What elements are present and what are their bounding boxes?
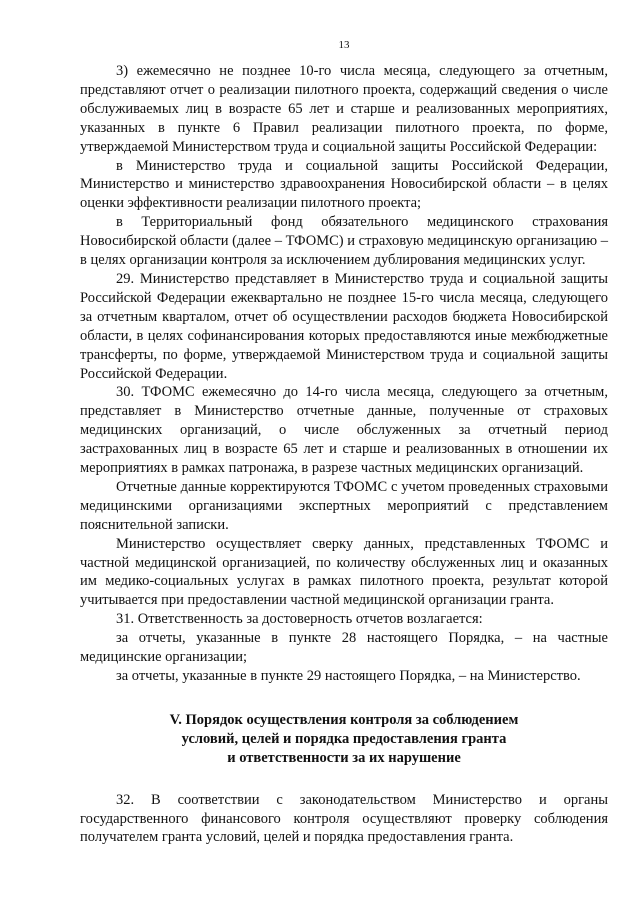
paragraph-29: 29. Министерство представляет в Министерство труда и социальной защиты Российской Федерации ежеквартально не позднее 15-го числа месяца, следующего за отчетным кварталом, отчет об осуществлении расходов бюджета Новосибирской области, в целях софинансирования которых предоставляются иные межбюджетные трансферты, по форме, утверждаемой Министерством труда и социальной защиты Российской Федерации.	[80, 270, 608, 382]
paragraph-31-item-29: за отчеты, указанные в пункте 29 настоящего Порядка, – на Министерство.	[116, 668, 581, 684]
paragraph-31-item-28: за отчеты, указанные в пункте 28 настоящего Порядка, – на частные медицинские организации;	[80, 630, 608, 666]
paragraph-31: 31. Ответственность за достоверность отчетов возлагается:	[116, 611, 483, 628]
section-heading-line-3: и ответственности за их нарушение	[227, 749, 461, 766]
section-heading	[80, 711, 608, 768]
body-text-before	[80, 62, 608, 686]
paragraph-32: 32. В соответствии с законодательством Министерство и органы государственного финансового контроля осуществляют проверку соблюдения получателем гранта условий, целей и порядка предоставления гранта.	[80, 791, 608, 846]
paragraph-30: 30. ТФОМС ежемесячно до 14-го числа месяца, следующего за отчетным, представляет в Министерство отчетные данные, полученные от страховых медицинских организаций, о числе обслуженных за отчетный период застрахованных лиц в возрасте 65 лет и старше и реализованных в отношении их мероприятиях в рамках патронажа, в разрезе частных медицинских организаций.	[80, 384, 608, 477]
section-heading-line-1: V. Порядок осуществления контроля за соблюдением	[169, 711, 519, 728]
paragraph-ministry-recipients: в Министерство труда и социальной защиты Российской Федерации, Министерство и министерство здравоохранения Новосибирской области – в целях оценки эффективности реализации пилотного проекта;	[80, 157, 608, 212]
paragraph-data-correction: Отчетные данные корректируются ТФОМС с учетом проведенных страховыми медицинскими организациями экспертных мероприятий с представлением пояснительной записки.	[80, 478, 608, 533]
paragraph-3-monthly-report: 3) ежемесячно не позднее 10-го числа месяца, следующего за отчетным, представляют отчет о реализации пилотного проекта, содержащий сведения о числе обслуживаемых лиц в возрасте 65 лет и старше и реализованных мероприятиях, указанных в пункте 6 Правил реализации пилотного проекта, по форме, утверждаемой Министерством труда и социальной защиты Российской Федерации:	[80, 63, 608, 155]
paragraph-data-reconciliation: Министерство осуществляет сверку данных, представленных ТФОМС и частной медицинской организацией, по количеству обслуженных лиц и оказанных им медико-социальных услугах в рамках пилотного проекта, результат которой учитывается при предоставлении частной медицинской организации гранта.	[80, 535, 608, 609]
page-number: 13	[338, 39, 350, 51]
body-text-after	[80, 791, 608, 848]
paragraph-tfoms-recipient: в Территориальный фонд обязательного медицинского страхования Новосибирской области (далее – ТФОМС) и страховую медицинскую организацию – в целях организации контроля за исключением дублирования медицинских услуг.	[80, 214, 608, 269]
section-heading-line-2: условий, целей и порядка предоставления гранта	[181, 730, 507, 747]
